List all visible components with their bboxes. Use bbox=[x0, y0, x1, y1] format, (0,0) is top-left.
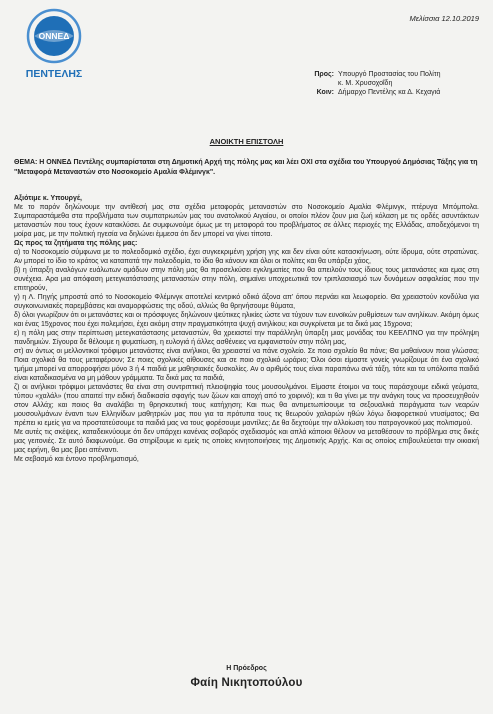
reason-b: β) η ύπαρξη αναλόγων ευάλωτων ομάδων στην πόλη μας θα προσελκύσει εγκληματίες που θα απειλούν τους ίδιους τους μετανάστες και εμας στη συνέχεια. Αρα μια απόφαση μετεγκατάστασης μεταναστών στην πόλη, σημαίνει υποχρεωτικά τον τριπλασιασμό των δυνάμεων ασφαλείας που την επιτηρούν, bbox=[14, 267, 479, 292]
greeting: Αξιότιμε κ. Υπουργέ, bbox=[14, 195, 82, 202]
paragraph-end: Με αυτές τις σκέψεις, καταδεικνύουμε ότι δεν υπάρχει κανένας σοβαρός σχεδιασμός και απλά κάποιοι θέλουν να μεταθέσουν το πρόβλημα στις δικές μας γειτονιές. Σε αυτό διαφωνούμε. Θα στηρίξουμε κι εμείς τις οποίες κινητοποιήσεις της Δημοτικής Αρχής. Και ας οποίος επιβουλεύεται την οικιακή μας ειρήνη, θα μας βρει απέναντι. bbox=[14, 429, 479, 454]
paragraph-intro: Με το παρόν δηλώνουμε την αντίθεσή μας στα σχέδια μεταφοράς μεταναστών στο Νοσοκομείο Αμαλία Φλέμινγκ, πτέρυγα Μπόμπολα. Συμπαραστάμεθα στα προβλήματα των συμπατριωτών μας του ανατολικού Αιγαίου, οι οποίοι πλέον ζουν μια ζωή κόλαση με τις ορδές ασυντάκτων μεταναστών που τους έχουν κατακλύσει. Δε συμφωνούμε όμως με τη μεταφορά του προβλήματος σε άλλες περιοχές της Ελλάδας, αποδεχόμενοι τη μοίρα μας, με την πολιτική ηγεσία να δηλώνει έμμεσα ότι δεν μπορεί να γίνει τίποτα. bbox=[14, 204, 479, 238]
logo-text-bottom: ΠΕΝΤΕΛΗΣ bbox=[25, 68, 83, 80]
cc-value: Δήμαρχο Πεντέλης κα Δ. Κεχαγιά bbox=[338, 89, 441, 96]
to-row bbox=[296, 70, 486, 79]
reason-e: ε) η πόλη μας στην περίπτωση μετεγκατάστασης μεταναστών, θα χρειαστεί την παράλληλη ύπαρξη μιας μονάδας του ΚΕΕΛΠΝΟ για την πρόληψη πανδημιών. Σίγουρα δε θέλουμε η φυματίωση, η ευλογιά ή άλλες ασθένειες να εμφανιστούν στην πόλη μας, bbox=[14, 330, 479, 346]
cc-label: Κοιν: bbox=[316, 89, 334, 96]
letter-subject: ΘΕΜΑ: Η ΟΝΝΕΔ Πεντέλης συμπαρίσταται στη Δημοτική Αρχή της πόλης μας και λέει ΟΧΙ στα σχέδια του Υπουργού Δημόσιας Τάξης για τη "Μεταφορά Μεταναστών στο Νοσοκομείο Αμαλία Φλέμινγκ". bbox=[14, 159, 478, 176]
letter-body bbox=[14, 194, 479, 464]
reason-f: στ) αν όντως οι μελλοντικοί τρόφιμοι μετανάστες είναι ανήλικοι, θα χρειαστεί να πάνε σχολείο. Σε ποιο σχολείο θα πάνε; Θα μαθαίνουν ποια γλώσσα; Ποια σχολικά θα τους μεταφέρουν; Σε ποιες σχολικές αίθουσες και σε ποιο σχολικό ωράριο; Όλοι όσοι είμαστε γονείς γνωρίζουμε ότι ένα σχολικό τμήμα μπορεί να απορροφήσει μόνο 3 ή 4 παιδιά με μαθησιακές δυσκολίες. Αν ο αριθμός τους είναι παραπάνω ανά τάξη, τότε και τα υπόλοιπα παιδιά είναι καταδικασμένα να μη μάθουν γράμματα. Τα δικά μας τα παιδιά, bbox=[14, 348, 479, 382]
letter-date: Μελίσσια 12.10.2019 bbox=[409, 14, 479, 23]
reason-a: α) το Νοσοκομείο σύμφωνα με το πολεοδομικό σχέδιο, έχει συγκεκριμένη χρήση γης και δεν είναι ούτε κατασκήνωση, ούτε ίδρυμα, ούτε στρατώνας. Αν μπορεί το ίδιο το κράτος να καταπατά την πολεοδομία, το ίδιο θα κάνουν και όλοι οι πολίτες και θα υπάρξει χάος, bbox=[14, 249, 479, 265]
signer-name: Φαίη Νικητοπούλου bbox=[190, 677, 303, 689]
reasons-intro: Ως προς τα ζητήματα της πόλης μας: bbox=[14, 240, 138, 247]
letter-title: ΑΝΟΙΚΤΗ ΕΠΙΣΤΟΛΗ bbox=[209, 137, 284, 146]
logo-text-top: ΟΝΝΕΔ bbox=[38, 31, 70, 41]
reason-g: ζ) οι ανήλικοι τρόφιμοι μετανάστες θα είναι στη συντριπτική πλειοψηφία τους μουσουλμάνοι. Είμαστε έτοιμοι να τους παράσχουμε ειδικά γεύματα, τύπου «χαλάλ» (που απαιτεί την ειδική διαδικασία σφαγής των ζώων και αποχή από το χοιρινό); και τι θα γίνει με την ανάγκη τους να προσευχηθούν στον Αλλάχ; και ποιος θα αναλάβει τη θρησκευτική τους κατήχηση; Και πως θα αντιμετωπίσουμε τα σεξουαλικά πειράγματα των νεαρών μουσουλμάνων έναντι των Ελληνίδων μαθητριών μας που για τα πρότυπα τους τις θεωρούν χαλαρών ηθών λόγω διαφορετικού ντυσίματος; Θα πρέπει κι εμείς για να προστατεύσουμε τα παιδιά μας να τους φορέσουμε μαντίλες; Δε θα δεχτούμε την αλλοίωση του πατρογονικού μας πολιτισμού. bbox=[14, 384, 479, 427]
to-value-2: κ. Μ. Χρυσοχοΐδη bbox=[338, 80, 393, 87]
signature-block bbox=[0, 664, 493, 688]
to-label: Προς: bbox=[314, 71, 334, 78]
reason-c: γ) η Λ. Πηγής μπροστά από το Νοσοκομείο Φλέμινγκ αποτελεί κεντρικό οδικό άξονα απ' όπου περνάει και λεωφορείο. Θα χρειαστούν κονδύλια για συγκοινωνιακές παρεμβάσεις και αναμορφώσεις της οδού, αλλιώς θα θρηνήσουμε θύματα, bbox=[14, 294, 479, 310]
closing: Με σεβασμό και έντονο προβληματισμό, bbox=[14, 456, 139, 463]
signer-role: Η Πρόεδρος bbox=[226, 665, 267, 672]
onned-logo bbox=[12, 6, 96, 86]
reason-d: δ) όλοι γνωρίζουν ότι οι μετανάστες και οι πρόσφυγες δηλώνουν ψεύτικες ηλικίες ώστε να τύχουν των ευνοϊκών ρυθμίσεων των ανηλίκων. Ακόμη όμως και ένας 15χρονος που έχει πολεμήσει, έχει ακόμη στην πραγματικότητα ψυχή ανηλίκου; και συγκρίνεται με τα δικά μας 15χρονα; bbox=[14, 312, 479, 328]
recipients-block bbox=[296, 70, 486, 97]
to-value: Υπουργό Προστασίας του Πολίτη bbox=[338, 71, 441, 78]
cc-row bbox=[296, 88, 486, 97]
